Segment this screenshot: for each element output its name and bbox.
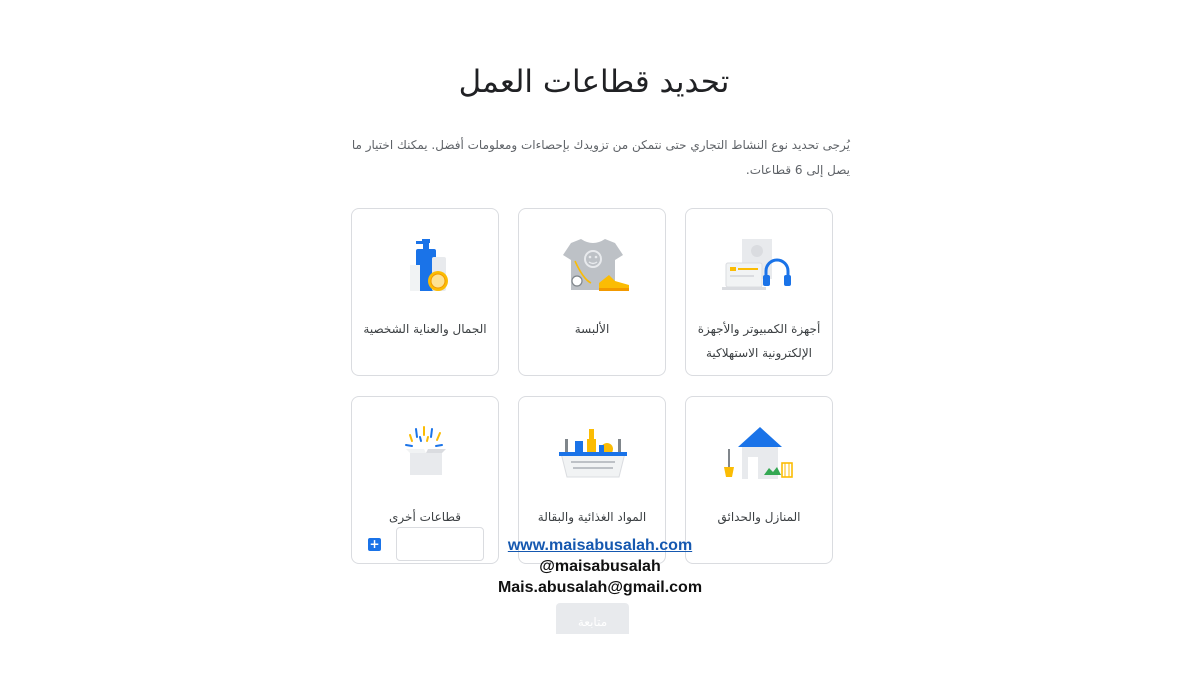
page-subtitle: يُرجى تحديد نوع النشاط التجاري حتى نتمكن من تزويدك بإحصاءات ومعلومات أفضل. يمكنك اختيار ما يصل إلى 6 قطاعات. [351,138,850,177]
category-card-computers[interactable] [685,208,833,376]
category-card-apparel[interactable] [518,208,666,376]
computer-headphones-icon [720,237,800,297]
category-card-beauty[interactable] [351,208,499,376]
watermark-website-link[interactable]: www.maisabusalah.com [507,537,693,554]
watermark-handle: @maisabusalah [539,558,661,575]
grocery-basket-icon [553,423,633,483]
category-label: المواد الغذائية والبقالة [537,510,647,524]
gift-box-icon [386,423,466,483]
plus-icon[interactable]: + [369,537,380,551]
category-label: المنازل والحدائق [717,510,801,524]
continue-button[interactable]: متابعة [556,603,629,634]
watermark-email: Mais.abusalah@gmail.com [497,579,703,596]
category-label: قطاعات أخرى [389,510,461,524]
category-label: الألبسة [574,322,610,336]
cosmetics-icon [386,237,466,297]
tshirt-shoe-icon [553,237,633,297]
category-label: الجمال والعناية الشخصية [363,322,487,336]
house-garden-icon [720,423,800,483]
category-label: أجهزة الكمبيوتر والأجهزة الإلكترونية الاستهلاكية [697,322,821,360]
page-title: تحديد قطاعات العمل [458,64,730,100]
